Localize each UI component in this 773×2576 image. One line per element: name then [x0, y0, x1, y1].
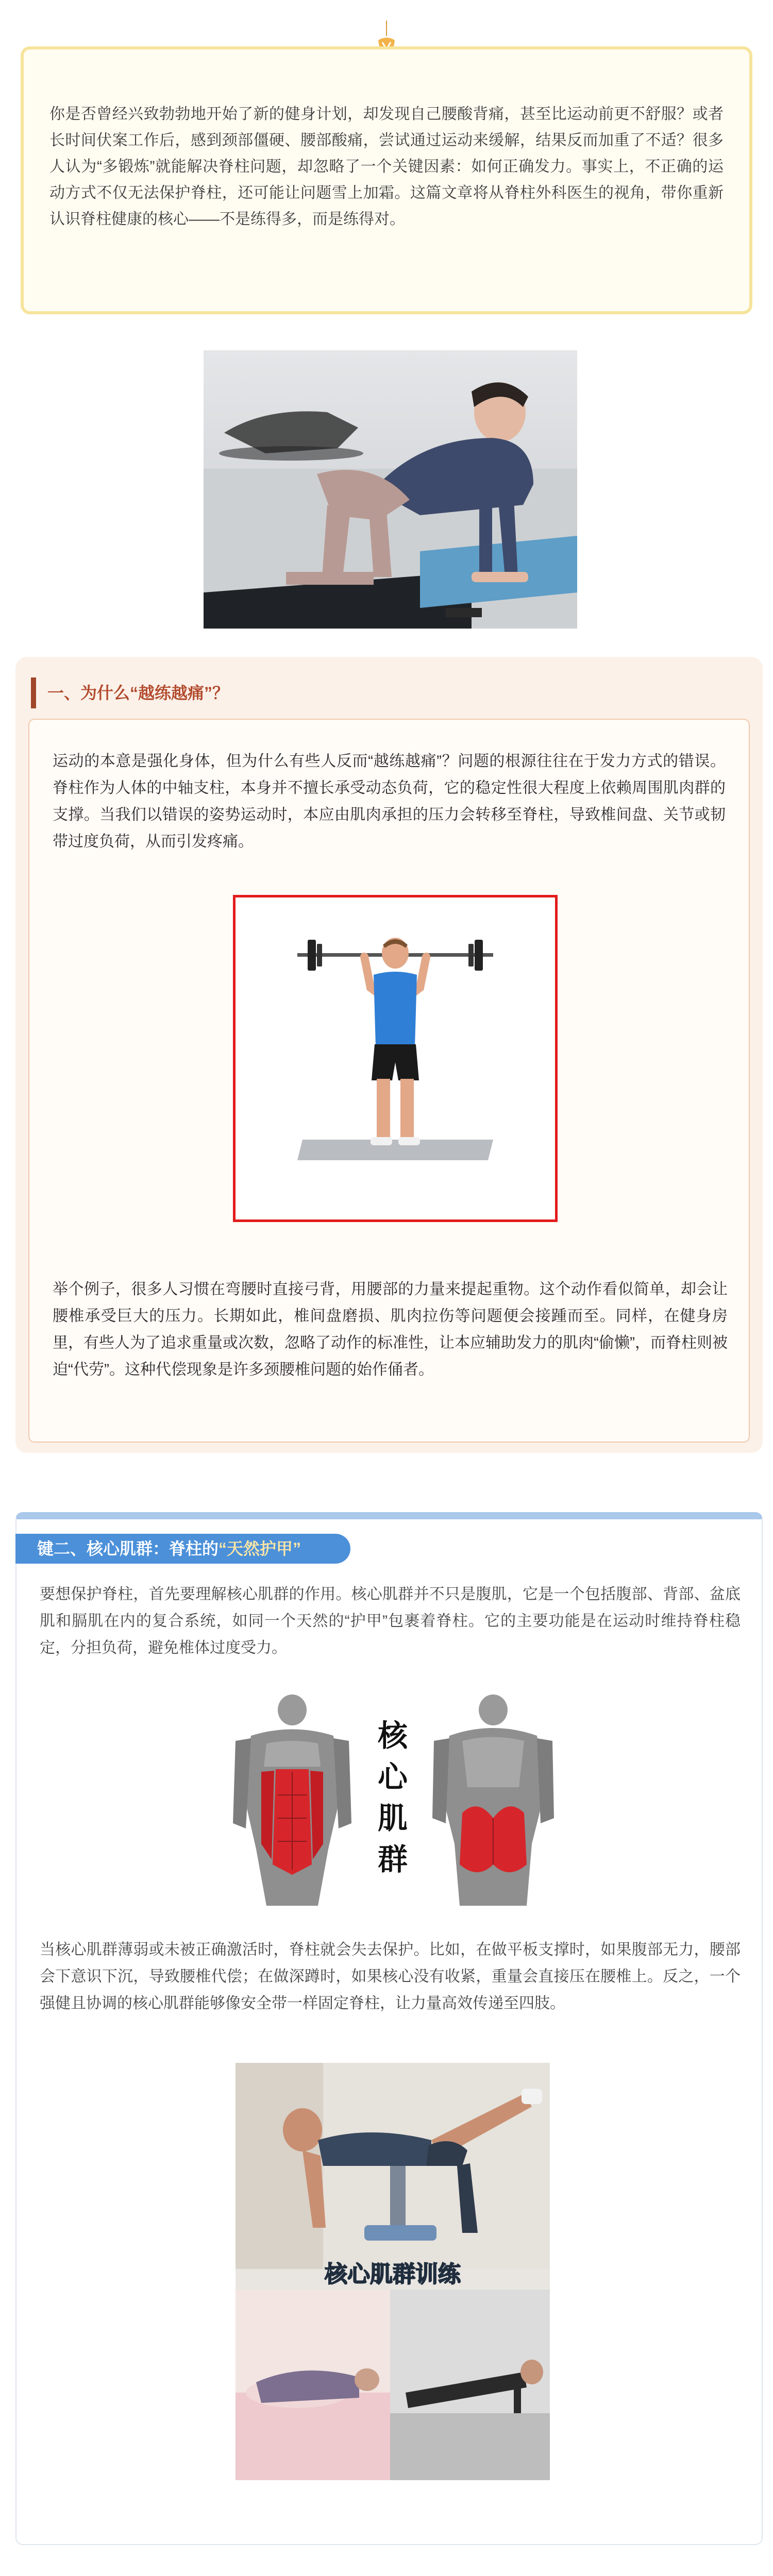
- section-1-card: [28, 719, 750, 1443]
- barbell-lift-illustration: [233, 895, 558, 1222]
- core-training-label: 核心肌群训练: [325, 2262, 461, 2287]
- section-2-title-quote: “天然护甲”: [219, 1539, 301, 1558]
- muscle-label-char-2: 心: [377, 1760, 408, 1794]
- intro-text: 你是否曾经兴致勃勃地开始了新的健身计划，却发现自己腰酸背痛，甚至比运动前更不舒服？或者长时间伏案工作后，感到颈部僵硬、腰部酸痛，尝试通过运动来缓解，结果反而加重了不适？很多人认为“多锻炼”就能解决脊柱问题，却忽略了一个关键因素：如何正确发力。事实上，不正确的运动方式不仅无法保护脊柱，还可能让问题雪上加霜。这篇文章将从脊柱外科医生的视角，带你重新认识脊柱健康的核心——不是练得多，而是练得对。: [49, 106, 724, 228]
- section-2-body: [40, 1581, 741, 1662]
- core-muscle-anatomy-illustration: [230, 1694, 555, 1908]
- muscle-label-char-3: 肌: [377, 1802, 408, 1835]
- core-training-photo: [236, 2063, 550, 2480]
- section-1: [15, 657, 763, 1453]
- section-1-para-2: 举个例子，很多人习惯在弯腰时直接弓背，用腰部的力量来提起重物。这个动作看似简单，却会让腰椎承受巨大的压力。长期如此，椎间盘磨损、肌肉拉伤等问题便会接踵而至。同样，在健身房里，有些人为了追求重量或次数，忽略了动作的标准性，让本应辅助发力的肌肉“偷懒”，而脊柱则被迫“代劳”。这种代偿现象是许多颈腰椎问题的始作俑者。: [53, 1281, 728, 1378]
- intro-box: [21, 46, 752, 314]
- section-1-title: 一、为什么“越练越痛”？: [31, 677, 229, 708]
- section-2-title-prefix: 键二、核心肌群：脊柱的: [37, 1539, 219, 1558]
- muscle-label-char-1: 核: [377, 1719, 408, 1753]
- section-2-para-2: 当核心肌群薄弱或未被正确激活时，脊柱就会失去保护。比如，在做平板支撑时，如果腹部无力，腰部会下意识下沉，导致腰椎代偿；在做深蹲时，如果核心没有收紧，重量会直接压在腰椎上。反之，一个强健且协调的核心肌群能够像安全带一样固定脊柱，让力量高效传递至四肢。: [40, 1941, 741, 2012]
- muscle-label-char-4: 群: [377, 1843, 408, 1876]
- tabletop-exercise-photo: [204, 350, 577, 629]
- section-2: [15, 1512, 763, 2545]
- section-2-para-1: 要想保护脊柱，首先要理解核心肌群的作用。核心肌群并不只是腹肌，它是一个包括腹部、背部、盆底肌和膈肌在内的复合系统，如同一个天然的“护甲”包裹着脊柱。它的主要功能是在运动时维持脊柱稳定，分担负荷，避免椎体过度受力。: [40, 1586, 741, 1656]
- section-2-title: [15, 1534, 350, 1564]
- section-2-body-2: [40, 1937, 741, 2017]
- muscle-label: [378, 1719, 409, 1876]
- section-1-para-1: 运动的本意是强化身体，但为什么有些人反而“越练越痛”？问题的根源往往在于发力方式的错误。脊柱作为人体的中轴支柱，本身并不擅长承受动态负荷，它的稳定性很大程度上依赖周围肌肉群的支撑。当我们以错误的姿势运动时，本应由肌肉承担的压力会转移至脊柱，导致椎间盘、关节或韧带过度负荷，从而引发疼痛。: [53, 753, 726, 850]
